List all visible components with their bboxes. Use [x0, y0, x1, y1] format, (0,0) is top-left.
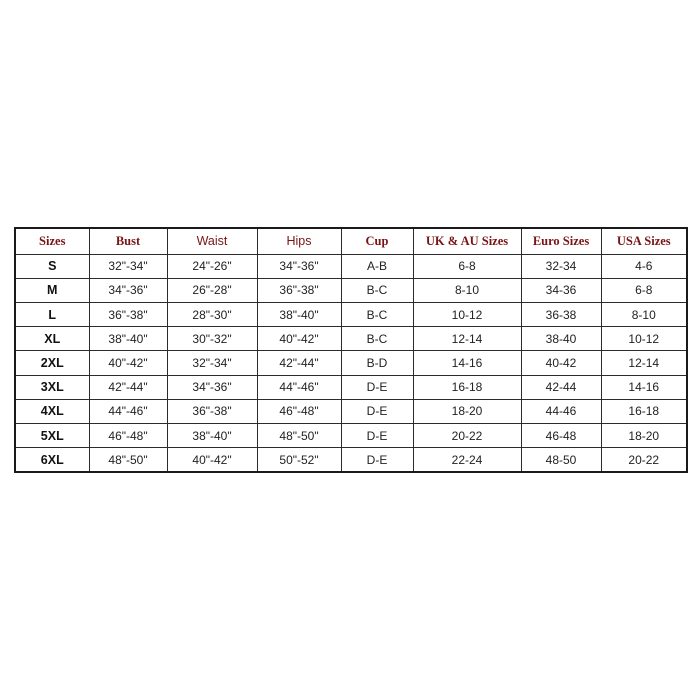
- cell-hips: 46"-48": [257, 399, 341, 423]
- table-row: [15, 351, 687, 375]
- cell-waist: 28"-30": [167, 302, 257, 326]
- cell-hips: 34"-36": [257, 254, 341, 278]
- cell-cup: D-E: [341, 424, 413, 448]
- cell-uk-au-size: 16-18: [413, 375, 521, 399]
- cell-usa-size: 16-18: [601, 399, 687, 423]
- header-usa-sizes: USA Sizes: [601, 228, 687, 254]
- header-bust: Bust: [89, 228, 167, 254]
- cell-hips: 38"-40": [257, 302, 341, 326]
- cell-cup: B-D: [341, 351, 413, 375]
- size-chart-body: [15, 254, 687, 472]
- table-row: [15, 302, 687, 326]
- cell-cup: D-E: [341, 399, 413, 423]
- cell-usa-size: 20-22: [601, 448, 687, 472]
- cell-usa-size: 8-10: [601, 302, 687, 326]
- cell-uk-au-size: 12-14: [413, 327, 521, 351]
- cell-waist: 34"-36": [167, 375, 257, 399]
- cell-waist: 38"-40": [167, 424, 257, 448]
- cell-size: 4XL: [15, 399, 89, 423]
- cell-bust: 40"-42": [89, 351, 167, 375]
- cell-cup: D-E: [341, 375, 413, 399]
- header-uk-au-sizes: UK & AU Sizes: [413, 228, 521, 254]
- cell-uk-au-size: 20-22: [413, 424, 521, 448]
- cell-hips: 48"-50": [257, 424, 341, 448]
- cell-euro-size: 40-42: [521, 351, 601, 375]
- header-row: [15, 228, 687, 254]
- cell-bust: 38"-40": [89, 327, 167, 351]
- cell-bust: 32"-34": [89, 254, 167, 278]
- cell-usa-size: 10-12: [601, 327, 687, 351]
- cell-uk-au-size: 8-10: [413, 278, 521, 302]
- cell-hips: 42"-44": [257, 351, 341, 375]
- cell-cup: B-C: [341, 327, 413, 351]
- table-row: [15, 327, 687, 351]
- cell-waist: 24"-26": [167, 254, 257, 278]
- cell-uk-au-size: 10-12: [413, 302, 521, 326]
- size-chart-table: [14, 227, 688, 473]
- cell-bust: 42"-44": [89, 375, 167, 399]
- cell-bust: 44"-46": [89, 399, 167, 423]
- cell-cup: D-E: [341, 448, 413, 472]
- cell-usa-size: 14-16: [601, 375, 687, 399]
- header-sizes: Sizes: [15, 228, 89, 254]
- cell-euro-size: 46-48: [521, 424, 601, 448]
- cell-hips: 44"-46": [257, 375, 341, 399]
- cell-euro-size: 36-38: [521, 302, 601, 326]
- cell-size: M: [15, 278, 89, 302]
- cell-size: XL: [15, 327, 89, 351]
- cell-usa-size: 6-8: [601, 278, 687, 302]
- cell-euro-size: 34-36: [521, 278, 601, 302]
- cell-cup: A-B: [341, 254, 413, 278]
- cell-size: S: [15, 254, 89, 278]
- cell-uk-au-size: 18-20: [413, 399, 521, 423]
- cell-usa-size: 12-14: [601, 351, 687, 375]
- table-row: [15, 254, 687, 278]
- cell-uk-au-size: 6-8: [413, 254, 521, 278]
- cell-size: 5XL: [15, 424, 89, 448]
- table-row: [15, 278, 687, 302]
- cell-euro-size: 42-44: [521, 375, 601, 399]
- cell-waist: 40"-42": [167, 448, 257, 472]
- cell-waist: 26"-28": [167, 278, 257, 302]
- cell-bust: 34"-36": [89, 278, 167, 302]
- header-euro-sizes: Euro Sizes: [521, 228, 601, 254]
- cell-waist: 36"-38": [167, 399, 257, 423]
- cell-bust: 48"-50": [89, 448, 167, 472]
- cell-euro-size: 44-46: [521, 399, 601, 423]
- cell-cup: B-C: [341, 302, 413, 326]
- header-hips: Hips: [257, 228, 341, 254]
- table-row: [15, 375, 687, 399]
- table-row: [15, 399, 687, 423]
- cell-usa-size: 18-20: [601, 424, 687, 448]
- cell-bust: 36"-38": [89, 302, 167, 326]
- cell-waist: 30"-32": [167, 327, 257, 351]
- cell-usa-size: 4-6: [601, 254, 687, 278]
- cell-size: 3XL: [15, 375, 89, 399]
- cell-hips: 40"-42": [257, 327, 341, 351]
- table-row: [15, 424, 687, 448]
- table-row: [15, 448, 687, 472]
- cell-bust: 46"-48": [89, 424, 167, 448]
- cell-euro-size: 48-50: [521, 448, 601, 472]
- cell-size: L: [15, 302, 89, 326]
- header-waist: Waist: [167, 228, 257, 254]
- cell-size: 2XL: [15, 351, 89, 375]
- cell-euro-size: 32-34: [521, 254, 601, 278]
- cell-hips: 36"-38": [257, 278, 341, 302]
- cell-cup: B-C: [341, 278, 413, 302]
- cell-size: 6XL: [15, 448, 89, 472]
- cell-uk-au-size: 22-24: [413, 448, 521, 472]
- cell-hips: 50"-52": [257, 448, 341, 472]
- cell-waist: 32"-34": [167, 351, 257, 375]
- cell-euro-size: 38-40: [521, 327, 601, 351]
- cell-uk-au-size: 14-16: [413, 351, 521, 375]
- header-cup: Cup: [341, 228, 413, 254]
